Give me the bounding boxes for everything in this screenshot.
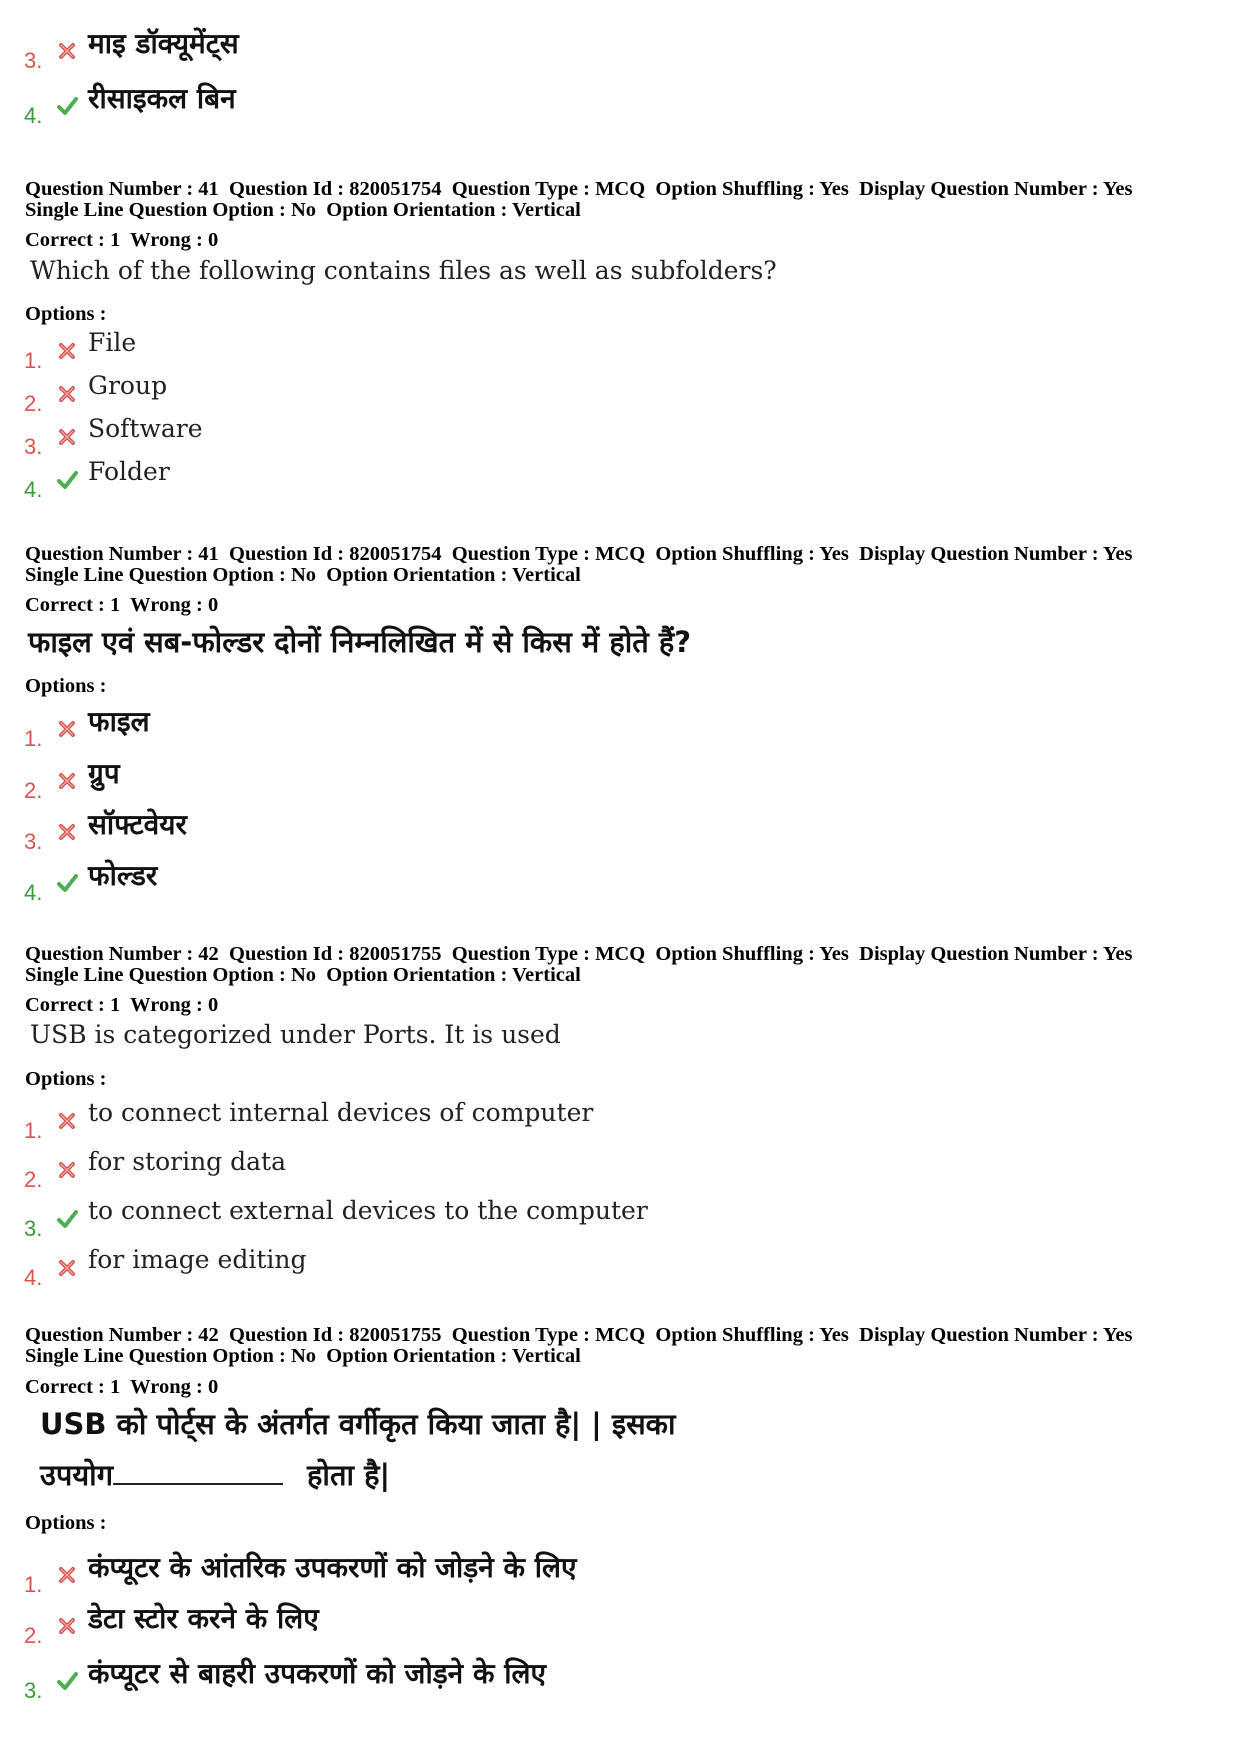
option-number: 3. (24, 48, 43, 73)
question-meta: Question Number : 42 Question Id : 820051755 Question Type : MCQ Option Shuffling : Yes Display Question Number : Yes Single Line Question Option : No Option Orientation : Vertical (25, 1324, 1133, 1367)
option-number: 2. (24, 391, 43, 416)
question-meta: Question Number : 41 Question Id : 820051754 Question Type : MCQ Option Shuffling : Yes Display Question Number : Yes Single Line Question Option : No Option Orientation : Vertical (25, 543, 1133, 586)
question-meta: Question Number : 41 Question Id : 820051754 Question Type : MCQ Option Shuffling : Yes Display Question Number : Yes Single Line Question Option : No Option Orientation : Vertical (25, 178, 1133, 221)
scoring-info: Correct : 1 Wrong : 0 (25, 229, 219, 251)
option-number: 2. (24, 778, 43, 803)
option-text: File (88, 328, 137, 357)
options-label: Options : (25, 1068, 107, 1090)
option-text: डेटा स्टोर करने के लिए (88, 1602, 319, 1635)
option-number: 4. (24, 103, 43, 128)
option-text: फोल्डर (88, 859, 158, 892)
option-number: 2. (24, 1167, 43, 1192)
cross-icon (56, 821, 78, 843)
cross-icon (56, 1564, 78, 1586)
question-text-line2: उपयोग होता है| (40, 1458, 391, 1492)
option-text: Software (88, 414, 203, 443)
option-number: 1. (24, 726, 43, 751)
option-number: 4. (24, 477, 43, 502)
options-label: Options : (25, 1512, 107, 1534)
option-text: ग्रुप (88, 757, 120, 790)
option-text: for image editing (88, 1245, 307, 1274)
check-icon (56, 1208, 78, 1230)
options-label: Options : (25, 303, 107, 325)
option-number: 1. (24, 348, 43, 373)
option-text: for storing data (88, 1147, 286, 1176)
option-number: 2. (24, 1623, 43, 1648)
cross-icon (56, 383, 78, 405)
question-text: फाइल एवं सब-फोल्डर दोनों निम्नलिखित में से किस में होते हैं? (28, 625, 692, 659)
options-label: Options : (25, 675, 107, 697)
check-icon (56, 872, 78, 894)
option-text: फाइल (88, 705, 150, 738)
option-text: Group (88, 371, 168, 400)
option-number: 4. (24, 1265, 43, 1290)
cross-icon (56, 1257, 78, 1279)
question-meta: Question Number : 42 Question Id : 820051755 Question Type : MCQ Option Shuffling : Yes Display Question Number : Yes Single Line Question Option : No Option Orientation : Vertical (25, 943, 1133, 986)
cross-icon (56, 770, 78, 792)
option-text: कंप्यूटर से बाहरी उपकरणों को जोड़ने के लिए (88, 1657, 546, 1690)
option-text: रीसाइकल बिन (88, 82, 236, 115)
check-icon (56, 1670, 78, 1692)
scoring-info: Correct : 1 Wrong : 0 (25, 1376, 219, 1398)
option-text: माइ डॉक्यूमेंट्स (88, 27, 239, 60)
option-number: 3. (24, 1216, 43, 1241)
scoring-info: Correct : 1 Wrong : 0 (25, 594, 219, 616)
option-number: 3. (24, 1678, 43, 1703)
cross-icon (56, 340, 78, 362)
option-number: 3. (24, 829, 43, 854)
question-text: Which of the following contains files as well as subfolders? (30, 256, 777, 285)
question-text: USB is categorized under Ports. It is used (30, 1020, 561, 1049)
option-text: to connect internal devices of computer (88, 1098, 594, 1127)
option-number: 3. (24, 434, 43, 459)
check-icon (56, 469, 78, 491)
cross-icon (56, 40, 78, 62)
scoring-info: Correct : 1 Wrong : 0 (25, 994, 219, 1016)
option-text: सॉफ्टवेयर (88, 808, 187, 841)
option-number: 1. (24, 1118, 43, 1143)
cross-icon (56, 1615, 78, 1637)
fill-blank-line (113, 1459, 283, 1485)
option-text: कंप्यूटर के आंतरिक उपकरणों को जोड़ने के लिए (88, 1551, 577, 1584)
cross-icon (56, 718, 78, 740)
option-number: 4. (24, 880, 43, 905)
check-icon (56, 95, 78, 117)
cross-icon (56, 426, 78, 448)
option-number: 1. (24, 1572, 43, 1597)
cross-icon (56, 1159, 78, 1181)
cross-icon (56, 1110, 78, 1132)
option-text: to connect external devices to the computer (88, 1196, 648, 1225)
option-text: Folder (88, 457, 170, 486)
question-text-line1: USB को पोर्ट्स के अंतर्गत वर्गीकृत किया जाता है| | इसका (40, 1407, 676, 1441)
